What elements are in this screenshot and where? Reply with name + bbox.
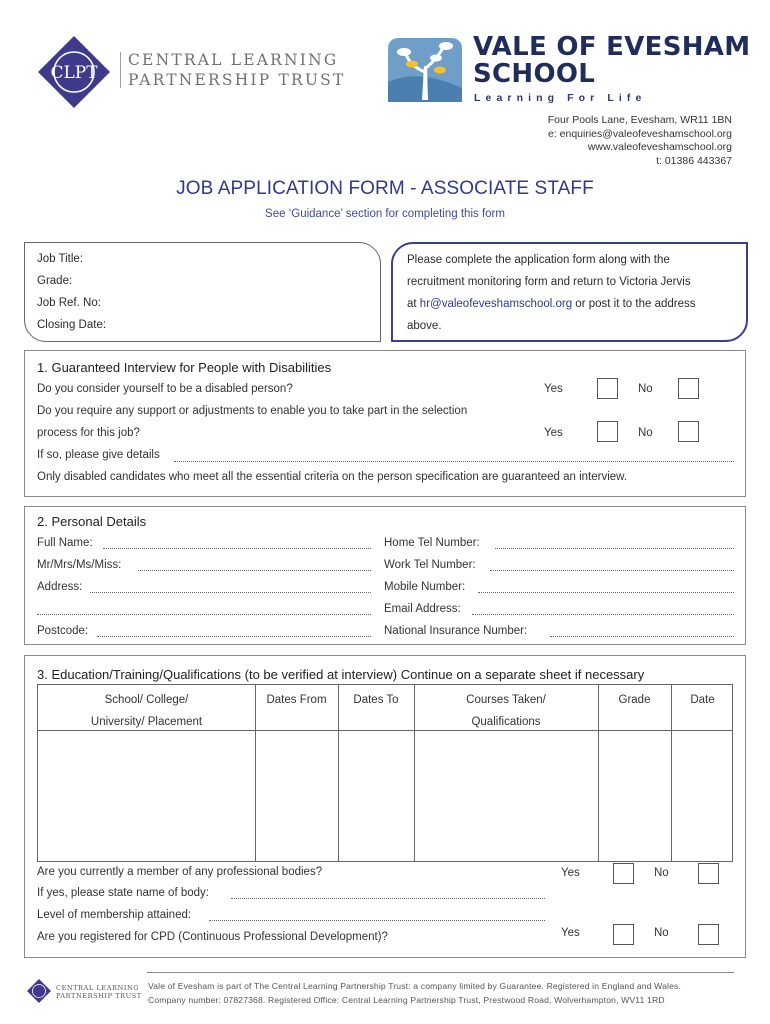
section1-heading: 1. Guaranteed Interview for People with Disabilities bbox=[37, 360, 332, 375]
footer-text bbox=[148, 979, 681, 1007]
school-tagline: Learning For Life bbox=[474, 92, 647, 104]
cpd-no-checkbox[interactable] bbox=[698, 924, 719, 945]
mobile-label: Mobile Number: bbox=[384, 581, 466, 593]
prof-yes-checkbox[interactable] bbox=[613, 863, 634, 884]
col-divider bbox=[598, 685, 599, 861]
q2-no-checkbox[interactable] bbox=[678, 421, 699, 442]
col-divider bbox=[255, 685, 256, 861]
hr-email-link[interactable]: hr@valeofeveshamschool.org bbox=[419, 298, 573, 310]
instructions-line3-pre: at bbox=[407, 298, 420, 310]
footer-divider bbox=[147, 972, 734, 973]
full-name-input-line[interactable] bbox=[103, 548, 371, 549]
q2-yes-label: Yes bbox=[544, 427, 563, 439]
clpt-line2: PARTNERSHIP TRUST bbox=[128, 71, 346, 89]
membership-label: Level of membership attained: bbox=[37, 909, 192, 921]
section2-heading: 2. Personal Details bbox=[37, 514, 147, 529]
job-title-label: Job Title: bbox=[37, 253, 84, 265]
col-header-dates-to: Dates To bbox=[353, 694, 399, 706]
prof-no-label: No bbox=[654, 867, 669, 879]
q2-yes-checkbox[interactable] bbox=[597, 421, 618, 442]
section3-heading-main: 3. Education/Training/Qualifications (to be verified at interview) bbox=[37, 667, 398, 682]
details-label: If so, please give details bbox=[37, 449, 160, 461]
closing-date-label: Closing Date: bbox=[37, 319, 107, 331]
col-header-school bbox=[38, 689, 255, 733]
adjustments-question-line2: process for this job? bbox=[37, 427, 140, 439]
col-header-courses bbox=[414, 689, 598, 733]
form-subtitle: See ‘Guidance’ section for completing this form bbox=[265, 208, 505, 220]
cpd-no-label: No bbox=[654, 927, 669, 939]
col-header-grade: Grade bbox=[618, 694, 651, 706]
education-table bbox=[37, 684, 733, 862]
footer-logo-line1: CENTRAL LEARNING bbox=[56, 984, 140, 992]
col-header-school-line2: University/ Placement bbox=[90, 716, 203, 728]
address-input-line-1[interactable] bbox=[90, 592, 371, 593]
email-input-line[interactable] bbox=[472, 614, 734, 615]
col-header-date: Date bbox=[690, 694, 715, 706]
job-ref-label: Job Ref. No: bbox=[37, 297, 101, 309]
cpd-yes-checkbox[interactable] bbox=[613, 924, 634, 945]
footer-clpt-logo-icon bbox=[26, 978, 52, 1004]
footer-logo-line2: PARTNERSHIP TRUST bbox=[56, 992, 142, 1000]
email-line: e: enquiries@valeofeveshamschool.org bbox=[547, 127, 732, 140]
title-input-line[interactable] bbox=[138, 570, 371, 571]
footer-clpt-name bbox=[56, 984, 142, 1000]
form-title: JOB APPLICATION FORM - ASSOCIATE STAFF bbox=[176, 178, 594, 199]
q1-no-label: No bbox=[638, 383, 653, 395]
ni-number-input-line[interactable] bbox=[550, 636, 734, 637]
website-line: www.valeofeveshamschool.org bbox=[587, 141, 732, 153]
address-line: Four Pools Lane, Evesham, WR11 1BN bbox=[547, 114, 732, 126]
phone-line: t: 01386 443367 bbox=[656, 154, 732, 167]
school-name-line2: SCHOOL bbox=[473, 59, 596, 89]
home-tel-label: Home Tel Number: bbox=[384, 537, 480, 549]
clpt-name bbox=[128, 50, 346, 90]
work-tel-label: Work Tel Number: bbox=[384, 559, 476, 571]
school-name-line1: VALE OF EVESHAM bbox=[473, 32, 751, 62]
instructions-line2: recruitment monitoring form and return to Victoria Jervis bbox=[407, 276, 691, 288]
instructions-line4: above. bbox=[407, 320, 442, 332]
school-tree-logo-icon bbox=[388, 38, 462, 102]
title-label: Mr/Mrs/Ms/Miss: bbox=[37, 559, 122, 571]
instructions-box bbox=[391, 242, 748, 342]
instructions-line3-post: or post it to the address bbox=[572, 298, 696, 310]
col-divider bbox=[671, 685, 672, 861]
q1-yes-label: Yes bbox=[544, 383, 563, 395]
adjustments-question-line1: Do you require any support or adjustments to enable you to take part in the selection bbox=[37, 405, 468, 417]
full-name-label: Full Name: bbox=[37, 537, 93, 549]
cpd-yes-label: Yes bbox=[561, 927, 580, 939]
address-label: Address: bbox=[37, 581, 83, 593]
disabled-question: Do you consider yourself to be a disabled person? bbox=[37, 383, 293, 395]
instructions-line1: Please complete the application form along with the bbox=[407, 254, 670, 266]
q1-no-checkbox[interactable] bbox=[678, 378, 699, 399]
guaranteed-interview-note: Only disabled candidates who meet all the essential criteria on the person specification are guaranteed an interview. bbox=[37, 471, 628, 483]
details-input-line[interactable] bbox=[174, 461, 734, 462]
membership-input-line[interactable] bbox=[209, 920, 545, 921]
work-tel-input-line[interactable] bbox=[490, 570, 734, 571]
clpt-divider bbox=[120, 52, 121, 88]
footer-line2: Company number: 07827368. Registered Office: Central Learning Partnership Trust, Prestwood Road, Wolverhampton, WV11 1RD bbox=[148, 995, 665, 1005]
clpt-line1: CENTRAL LEARNING bbox=[128, 51, 339, 69]
prof-bodies-question: Are you currently a member of any professional bodies? bbox=[37, 866, 323, 878]
clpt-logo-icon bbox=[36, 34, 112, 110]
footer-line1: Vale of Evesham is part of The Central Learning Partnership Trust: a company limited by Guarantee. Registered in England and Wales. bbox=[148, 981, 681, 991]
body-name-input-line[interactable] bbox=[231, 898, 545, 899]
address-input-line-2[interactable] bbox=[37, 614, 371, 615]
col-header-courses-line1: Courses Taken/ bbox=[466, 694, 546, 706]
body-name-label: If yes, please state name of body: bbox=[37, 887, 209, 899]
cpd-question: Are you registered for CPD (Continuous Professional Development)? bbox=[37, 931, 388, 943]
home-tel-input-line[interactable] bbox=[495, 548, 734, 549]
q2-no-label: No bbox=[638, 427, 653, 439]
clpt-monogram: CLPT bbox=[50, 63, 98, 83]
school-name bbox=[473, 34, 750, 88]
col-divider bbox=[338, 685, 339, 861]
col-header-school-line1: School/ College/ bbox=[104, 694, 189, 706]
contact-address-block bbox=[548, 114, 732, 168]
mobile-input-line[interactable] bbox=[478, 592, 734, 593]
email-label: Email Address: bbox=[384, 603, 461, 615]
ni-number-label: National Insurance Number: bbox=[384, 625, 528, 637]
instructions-line3 bbox=[407, 293, 695, 315]
col-header-dates-from: Dates From bbox=[266, 694, 327, 706]
q1-yes-checkbox[interactable] bbox=[597, 378, 618, 399]
col-header-courses-line2: Qualifications bbox=[471, 716, 541, 728]
postcode-label: Postcode: bbox=[37, 625, 89, 637]
job-info-box bbox=[24, 242, 381, 342]
postcode-input-line[interactable] bbox=[97, 636, 371, 637]
section3-heading-suffix: Continue on a separate sheet if necessary bbox=[397, 667, 645, 682]
section3-heading bbox=[37, 667, 644, 682]
prof-no-checkbox[interactable] bbox=[698, 863, 719, 884]
prof-yes-label: Yes bbox=[561, 867, 580, 879]
grade-label: Grade: bbox=[37, 275, 73, 287]
